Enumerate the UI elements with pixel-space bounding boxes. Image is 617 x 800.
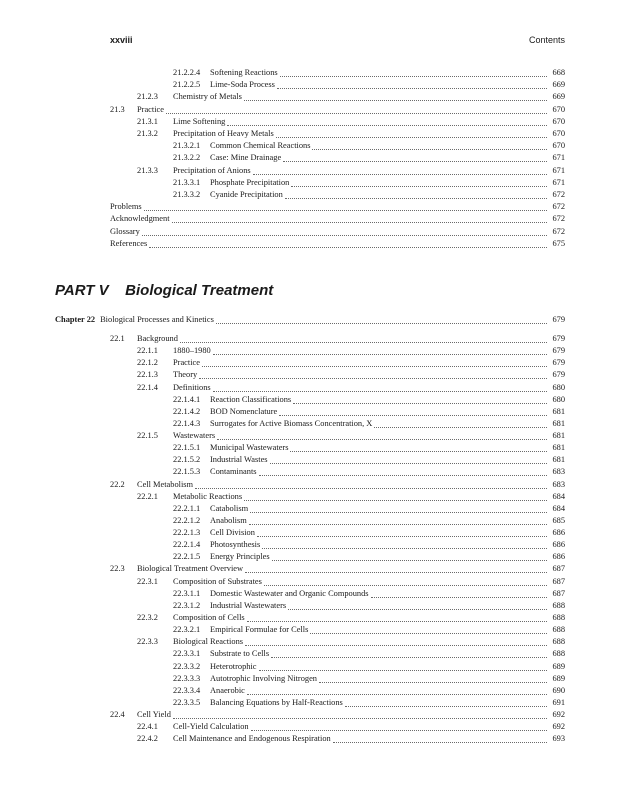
chapter-title: Biological Processes and Kinetics xyxy=(100,315,214,324)
dot-leader xyxy=(199,371,547,379)
section-title: Cell Yield xyxy=(137,710,171,720)
dot-leader xyxy=(283,154,547,162)
toc-entry[interactable] xyxy=(110,226,565,238)
page-number: 670 xyxy=(552,141,565,151)
toc-entry[interactable] xyxy=(173,551,565,563)
section-number: 22.3.1.1 xyxy=(173,588,201,598)
section-title: Domestic Wastewater and Organic Compounds xyxy=(210,588,369,598)
section-title: Anaerobic xyxy=(210,685,245,695)
page-number: 681 xyxy=(552,455,565,465)
section-title: Case: Mine Drainage xyxy=(210,153,282,163)
toc-entry[interactable] xyxy=(137,91,565,103)
dot-leader xyxy=(250,505,547,513)
dot-leader xyxy=(253,167,547,175)
section-title: Contaminants xyxy=(210,467,257,477)
toc-entry[interactable] xyxy=(173,661,565,673)
section-number: 22.1.4.3 xyxy=(173,418,201,428)
toc-entry[interactable] xyxy=(173,503,565,515)
page-number: 672 xyxy=(552,214,565,224)
section-number: 21.3 xyxy=(110,104,125,114)
section-number: 22.4 xyxy=(110,710,125,720)
page-number: 683 xyxy=(552,467,565,477)
section-title: Industrial Wastes xyxy=(210,455,268,465)
page-number: 687 xyxy=(552,588,565,598)
dot-leader xyxy=(142,228,547,236)
dot-leader xyxy=(202,359,547,367)
dot-leader xyxy=(280,69,547,77)
page-number: 688 xyxy=(552,649,565,659)
section-title: Catabolism xyxy=(210,503,249,513)
toc-entry[interactable] xyxy=(173,394,565,406)
section-title: Cell-Yield Calculation xyxy=(173,722,249,732)
dot-leader xyxy=(251,723,547,731)
dot-leader xyxy=(319,675,547,683)
page-number: 692 xyxy=(552,710,565,720)
section-number: 22.2.1.2 xyxy=(173,515,201,525)
toc-entry[interactable] xyxy=(137,721,565,733)
dot-leader xyxy=(149,240,547,248)
section-number: 22.1 xyxy=(110,334,125,343)
toc-entry[interactable] xyxy=(173,588,565,600)
dot-leader xyxy=(333,735,547,743)
toc-entry[interactable] xyxy=(173,697,565,709)
toc-entry[interactable] xyxy=(173,673,565,685)
section-title: Metabolic Reactions xyxy=(173,491,243,501)
dot-leader xyxy=(257,529,547,537)
toc-entry[interactable] xyxy=(137,491,565,503)
section-title: Industrial Wastewaters xyxy=(210,600,287,610)
page-number: 679 xyxy=(552,358,565,368)
section-title: Practice xyxy=(137,104,164,114)
dot-leader xyxy=(166,106,547,114)
dot-leader xyxy=(216,316,547,324)
page-number: 686 xyxy=(552,540,565,550)
section-title: Background xyxy=(137,334,178,343)
section-number: 22.1.3 xyxy=(137,370,158,380)
toc-entry[interactable] xyxy=(110,201,565,213)
page-number: 681 xyxy=(552,443,565,453)
section-number: 21.3.2 xyxy=(137,129,158,138)
section-title: Surrogates for Active Biomass Concentration, X xyxy=(210,418,373,428)
toc-entry[interactable] xyxy=(137,612,565,624)
page-number: 680 xyxy=(552,382,565,392)
section-number: 21.3.1 xyxy=(137,116,158,126)
page-number: 688 xyxy=(552,600,565,610)
section-number: 22.1.5.3 xyxy=(173,467,201,477)
section-title: Substrate to Cells xyxy=(210,649,270,659)
toc-entry[interactable] xyxy=(110,563,565,575)
toc-entry[interactable] xyxy=(173,527,565,539)
page-number: 672 xyxy=(552,226,565,236)
section-title: Acknowledgment xyxy=(110,214,170,224)
section-number: 22.3.1 xyxy=(137,576,158,586)
section-title: Cell Metabolism xyxy=(137,479,194,489)
page-number: 688 xyxy=(552,612,565,622)
toc-entry[interactable] xyxy=(137,345,565,357)
page-number: 671 xyxy=(552,177,565,187)
dot-leader xyxy=(247,614,547,622)
page-number: 689 xyxy=(552,661,565,671)
section-number: 22.4.2 xyxy=(137,734,158,744)
dot-leader xyxy=(293,396,547,404)
dot-leader xyxy=(312,142,547,150)
section-title: Energy Principles xyxy=(210,552,270,562)
section-number: 22.3 xyxy=(110,564,125,574)
part-title: Biological Treatment xyxy=(125,282,274,299)
toc-entry[interactable] xyxy=(173,406,565,418)
page-number: 679 xyxy=(552,370,565,380)
page-number: 679 xyxy=(552,334,565,343)
toc-entry[interactable] xyxy=(137,382,565,394)
page-number: 689 xyxy=(552,673,565,683)
section-number: 21.3.2.2 xyxy=(173,153,201,163)
toc-entry[interactable] xyxy=(173,624,565,636)
page-number: 688 xyxy=(552,625,565,635)
part-heading xyxy=(55,282,273,304)
section-title: Glossary xyxy=(110,226,140,236)
section-title: Theory xyxy=(173,370,198,380)
toc-entry[interactable] xyxy=(137,116,565,128)
section-number: 22.2.1.1 xyxy=(173,503,201,513)
page-number: 684 xyxy=(552,491,565,501)
dot-leader xyxy=(249,517,547,525)
section-number: 21.2.2.5 xyxy=(173,80,201,90)
section-number: 22.1.5.1 xyxy=(173,443,201,453)
toc-chapter-entry[interactable] xyxy=(55,314,565,326)
section-number: 22.2.1.5 xyxy=(173,552,201,562)
page-number: 680 xyxy=(552,394,565,404)
section-title: Wastewaters xyxy=(173,431,216,441)
page-number: 691 xyxy=(552,697,565,707)
toc-entry[interactable] xyxy=(137,369,565,381)
toc-entry[interactable] xyxy=(173,442,565,454)
section-title: Practice xyxy=(173,358,200,368)
section-title: Composition of Substrates xyxy=(173,576,262,586)
dot-leader xyxy=(213,347,547,355)
page-number: 671 xyxy=(552,165,565,175)
dot-leader xyxy=(271,650,547,658)
section-title: Lime Softening xyxy=(173,116,226,126)
dot-leader xyxy=(264,578,547,586)
section-number: 22.3.3.4 xyxy=(173,685,201,695)
dot-leader xyxy=(227,118,547,126)
section-number: 22.1.5.2 xyxy=(173,455,201,465)
toc-entry[interactable] xyxy=(137,636,565,648)
section-title: Balancing Equations by Half-Reactions xyxy=(210,697,343,707)
toc-entry[interactable] xyxy=(110,479,565,491)
toc-entry[interactable] xyxy=(173,152,565,164)
section-title: Photosynthesis xyxy=(210,540,261,550)
section-title: References xyxy=(110,238,148,248)
dot-leader xyxy=(244,93,547,101)
section-number: 21.2.2.4 xyxy=(173,68,201,77)
toc-entry[interactable] xyxy=(173,600,565,612)
section-title: Precipitation of Heavy Metals xyxy=(173,129,274,138)
toc-entry[interactable] xyxy=(110,104,565,116)
section-number: 22.4.1 xyxy=(137,722,158,732)
section-number: 22.3.1.2 xyxy=(173,600,201,610)
section-number: 22.3.3 xyxy=(137,637,158,647)
dot-leader xyxy=(213,384,547,392)
section-title: Municipal Wastewaters xyxy=(210,443,289,453)
toc-entry[interactable] xyxy=(173,685,565,697)
section-number: 22.2 xyxy=(110,479,125,489)
page-folio: xxviii xyxy=(110,35,133,45)
toc-entry[interactable] xyxy=(173,418,565,430)
dot-leader xyxy=(374,420,547,428)
section-title: Definitions xyxy=(173,382,211,392)
page-number: 671 xyxy=(552,153,565,163)
page-number: 681 xyxy=(552,418,565,428)
section-title: Biological Reactions xyxy=(173,637,244,647)
dot-leader xyxy=(180,335,547,343)
section-title: Anabolism xyxy=(210,515,247,525)
section-title: Empirical Formulae for Cells xyxy=(210,625,309,635)
dot-leader xyxy=(277,81,547,89)
section-number: 22.2.1.4 xyxy=(173,540,201,550)
section-title: Biological Treatment Overview xyxy=(137,564,244,574)
dot-leader xyxy=(217,432,547,440)
toc-entry[interactable] xyxy=(173,140,565,152)
part-label: PART V xyxy=(55,282,109,299)
toc-entry[interactable] xyxy=(137,430,565,442)
running-section-title: Contents xyxy=(528,35,565,45)
page-number: 672 xyxy=(552,202,565,212)
section-number: 21.3.2.1 xyxy=(173,141,201,151)
toc-entry[interactable] xyxy=(173,454,565,466)
section-title: Composition of Cells xyxy=(173,612,245,622)
section-title: Heterotrophic xyxy=(210,661,257,671)
toc-entry[interactable] xyxy=(173,79,565,91)
section-title: Autotrophic Involving Nitrogen xyxy=(210,673,317,683)
page-number: 692 xyxy=(552,722,565,732)
toc-entry[interactable] xyxy=(110,709,565,721)
section-title: Reaction Classifications xyxy=(210,394,292,404)
page-number: 687 xyxy=(552,564,565,574)
page-number: 686 xyxy=(552,528,565,538)
dot-leader xyxy=(245,638,547,646)
section-number: 22.3.3.5 xyxy=(173,697,201,707)
section-title: Lime-Soda Process xyxy=(210,80,275,90)
dot-leader xyxy=(291,179,547,187)
section-number: 22.1.4 xyxy=(137,382,158,392)
section-title: Cell Division xyxy=(210,528,255,538)
page-number: 670 xyxy=(552,116,565,126)
toc-entry[interactable] xyxy=(173,648,565,660)
section-number: 22.1.1 xyxy=(137,346,158,356)
page-number: 670 xyxy=(552,129,565,138)
dot-leader xyxy=(270,456,547,464)
dot-leader xyxy=(173,711,547,719)
dot-leader xyxy=(245,565,547,573)
toc-entry[interactable] xyxy=(173,539,565,551)
section-number: 22.1.2 xyxy=(137,358,158,368)
page-number: 681 xyxy=(552,431,565,441)
section-number: 22.3.3.1 xyxy=(173,649,201,659)
section-title: Cell Maintenance and Endogenous Respiration xyxy=(173,734,331,744)
toc-entry[interactable] xyxy=(110,333,565,345)
page-number: 679 xyxy=(552,346,565,356)
dot-leader xyxy=(259,468,547,476)
running-header xyxy=(110,35,565,49)
page-number: 670 xyxy=(552,104,565,114)
section-title: 1880–1980 xyxy=(173,346,211,356)
page-number: 675 xyxy=(552,238,565,248)
toc-entry[interactable] xyxy=(110,213,565,225)
toc-entry[interactable] xyxy=(137,128,565,140)
page-number: 686 xyxy=(552,552,565,562)
page-number: 687 xyxy=(552,576,565,586)
section-number: 21.2.3 xyxy=(137,92,158,102)
dot-leader xyxy=(144,203,547,211)
toc-entry[interactable] xyxy=(137,733,565,745)
toc-entry[interactable] xyxy=(110,238,565,250)
dot-leader xyxy=(262,541,547,549)
toc-entry[interactable] xyxy=(173,466,565,478)
section-title: BOD Nomenclature xyxy=(210,406,278,416)
page-number: 684 xyxy=(552,503,565,513)
page-number: 683 xyxy=(552,479,565,489)
section-number: 22.3.3.2 xyxy=(173,661,201,671)
toc-entry[interactable] xyxy=(137,576,565,588)
toc-entry[interactable] xyxy=(173,177,565,189)
dot-leader xyxy=(371,590,547,598)
chapter-label: Chapter 22 xyxy=(55,315,96,324)
page-number: 681 xyxy=(552,406,565,416)
section-title: Phosphate Precipitation xyxy=(210,177,290,187)
page-number: 669 xyxy=(552,92,565,102)
page-number: 685 xyxy=(552,515,565,525)
page-number: 690 xyxy=(552,685,565,695)
toc-entry[interactable] xyxy=(137,357,565,369)
dot-leader xyxy=(259,663,547,671)
section-title: Softening Reactions xyxy=(210,68,278,77)
dot-leader xyxy=(247,687,547,695)
section-title: Precipitation of Anions xyxy=(173,165,251,175)
section-number: 22.2.1.3 xyxy=(173,528,201,538)
section-title: Problems xyxy=(110,202,142,212)
section-number: 22.3.2 xyxy=(137,612,158,622)
toc-entry[interactable] xyxy=(173,515,565,527)
section-number: 22.2.1 xyxy=(137,491,158,501)
dot-leader xyxy=(272,553,547,561)
dot-leader xyxy=(345,699,547,707)
section-number: 21.3.3 xyxy=(137,165,158,175)
toc-entry[interactable] xyxy=(173,189,565,201)
page-number: 693 xyxy=(552,734,565,744)
toc-entry[interactable] xyxy=(173,67,565,79)
page-number: 669 xyxy=(552,80,565,90)
dot-leader xyxy=(276,130,547,138)
section-number: 22.3.2.1 xyxy=(173,625,201,635)
toc-entry[interactable] xyxy=(137,165,565,177)
section-number: 22.1.4.1 xyxy=(173,394,201,404)
section-title: Chemistry of Metals xyxy=(173,92,242,102)
section-number: 22.1.4.2 xyxy=(173,406,201,416)
dot-leader xyxy=(290,444,547,452)
dot-leader xyxy=(310,626,547,634)
page-number: 672 xyxy=(552,190,565,199)
dot-leader xyxy=(288,602,547,610)
section-title: Cyanide Precipitation xyxy=(210,190,283,199)
page-number: 668 xyxy=(552,68,565,77)
section-number: 21.3.3.1 xyxy=(173,177,201,187)
dot-leader xyxy=(172,215,547,223)
section-number: 22.3.3.3 xyxy=(173,673,201,683)
dot-leader xyxy=(279,408,547,416)
page-number: 688 xyxy=(552,637,565,647)
chapter-page-number: 679 xyxy=(552,315,565,324)
section-title: Common Chemical Reactions xyxy=(210,141,311,151)
dot-leader xyxy=(195,481,547,489)
dot-leader xyxy=(285,191,547,199)
section-number: 21.3.3.2 xyxy=(173,190,201,199)
section-number: 22.1.5 xyxy=(137,431,158,441)
dot-leader xyxy=(244,493,547,501)
